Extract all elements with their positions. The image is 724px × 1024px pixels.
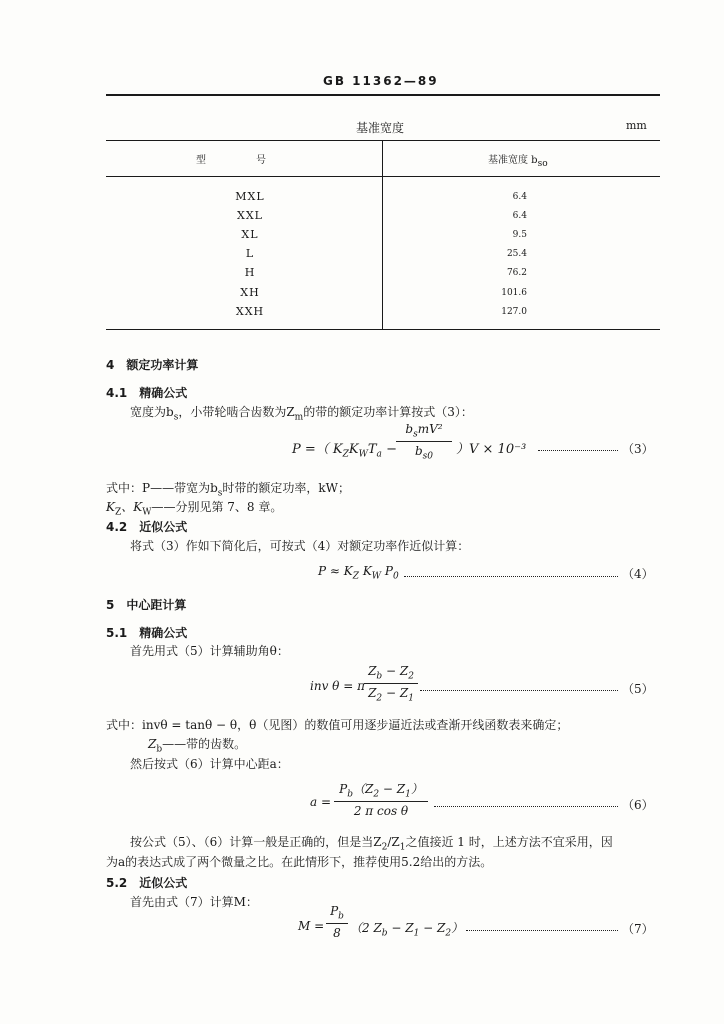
section-4-2-text: 将式（3）作如下简化后，可按式（4）对额定功率作近似计算： xyxy=(130,539,470,553)
eq4-number: （4） xyxy=(622,567,654,581)
eq3-fraction: $b_smV^2$ $b_{s0}$ xyxy=(396,422,452,462)
standard-number: GB 11362—89 xyxy=(323,74,439,88)
section-5-1-text: 首先用式（5）计算辅助角θ： xyxy=(130,644,289,658)
eq5-fraction: $Z_b - Z_2$ $Z_2 - Z_1$ xyxy=(364,664,418,704)
eq6-fraction: $P_b(Z_2 - Z_1)$ 2 π cos θ xyxy=(334,780,428,818)
section-5-2-text: 首先由式（7）计算M： xyxy=(130,895,258,909)
eq7-number: （7） xyxy=(622,922,654,936)
row-width: 9.5 xyxy=(512,230,527,240)
eq5-leader xyxy=(420,690,618,691)
col-header-width: 基准宽度 $b_{so}$ xyxy=(488,155,548,169)
eq3-right: ）V × 10⁻³ xyxy=(456,442,527,457)
table-header-rule xyxy=(106,176,660,177)
table-bottom-rule xyxy=(106,329,660,330)
eq3-left: P =（ $K_ZK_WT_a$ − xyxy=(292,442,397,460)
row-width: 6.4 xyxy=(512,211,527,221)
row-type: XH xyxy=(240,286,260,299)
row-type: XXH xyxy=(235,305,265,318)
header-rule xyxy=(106,94,660,96)
eq5-left: inv θ = π xyxy=(310,679,365,693)
eq4: $P \approx K_Z$ $K_W$ $P_0$ xyxy=(318,564,399,582)
row-type: XL xyxy=(241,228,259,241)
section-4-1-text: 宽度为$b_s$，小带轮啮合齿数为$Z_m$的带的额定功率计算按式（3）： xyxy=(130,405,473,423)
row-type: MXL xyxy=(235,190,265,203)
where-inv: 式中：invθ = tanθ − θ，θ（见图）的数值可用逐步逼近法或查渐开线函数表来确定； xyxy=(106,718,569,732)
section-4-heading: 4 额定功率计算 xyxy=(106,358,199,372)
eq4-leader xyxy=(404,576,618,577)
row-type: L xyxy=(245,247,255,260)
row-width: 127.0 xyxy=(501,307,527,317)
then-text: 然后按式（6）计算中心距a： xyxy=(130,757,289,771)
section-5-1-heading: 5.1 精确公式 xyxy=(106,626,188,640)
eq3-leader xyxy=(538,450,618,451)
section-5-heading: 5 中心距计算 xyxy=(106,598,187,612)
table-top-rule xyxy=(106,140,660,141)
row-width: 25.4 xyxy=(506,249,527,259)
row-width: 101.6 xyxy=(501,288,527,298)
table-title: 基准宽度 xyxy=(356,121,405,135)
eq6-leader xyxy=(434,806,618,807)
eq6-number: （6） xyxy=(622,798,654,812)
where-zb: $Z_b——$带的齿数。 xyxy=(148,737,247,755)
col-header-type: 型 号 xyxy=(196,155,266,166)
eq7-left: M = xyxy=(298,919,325,933)
table-col-divider xyxy=(382,140,383,330)
section-4-1-heading: 4.1 精确公式 xyxy=(106,386,188,400)
section-5-2-heading: 5.2 近似公式 xyxy=(106,876,188,890)
eq5-number: （5） xyxy=(622,682,654,696)
eq7-leader xyxy=(466,930,618,931)
eq6-left: a = xyxy=(310,795,332,809)
row-width: 6.4 xyxy=(512,192,527,202)
table-unit: mm xyxy=(626,119,647,132)
paragraph-line-1: 按公式（5）、（6）计算一般是正确的，但是当$Z_2/Z_1$之值接近 1 时，上述方法不宜采用，因 xyxy=(130,835,613,853)
row-type: XXL xyxy=(237,209,263,222)
row-type: H xyxy=(244,266,256,279)
eq3-number: （3） xyxy=(622,442,654,456)
where-k: $K_Z$、$K_W——$分别见第 7、8 章。 xyxy=(106,500,283,518)
where-p: 式中：P——带宽为$b_s$时带的额定功率，kW； xyxy=(106,481,350,499)
eq7-fraction: $P_b$ 8 xyxy=(326,904,348,940)
row-width: 76.2 xyxy=(506,268,527,278)
paragraph-line-2: 为a的表达式成了两个微量之比。在此情形下，推荐使用5.2给出的方法。 xyxy=(106,855,493,869)
section-4-2-heading: 4.2 近似公式 xyxy=(106,520,188,534)
eq7-right: （2 $Z_b - Z_1 - Z_2$） xyxy=(350,921,464,939)
